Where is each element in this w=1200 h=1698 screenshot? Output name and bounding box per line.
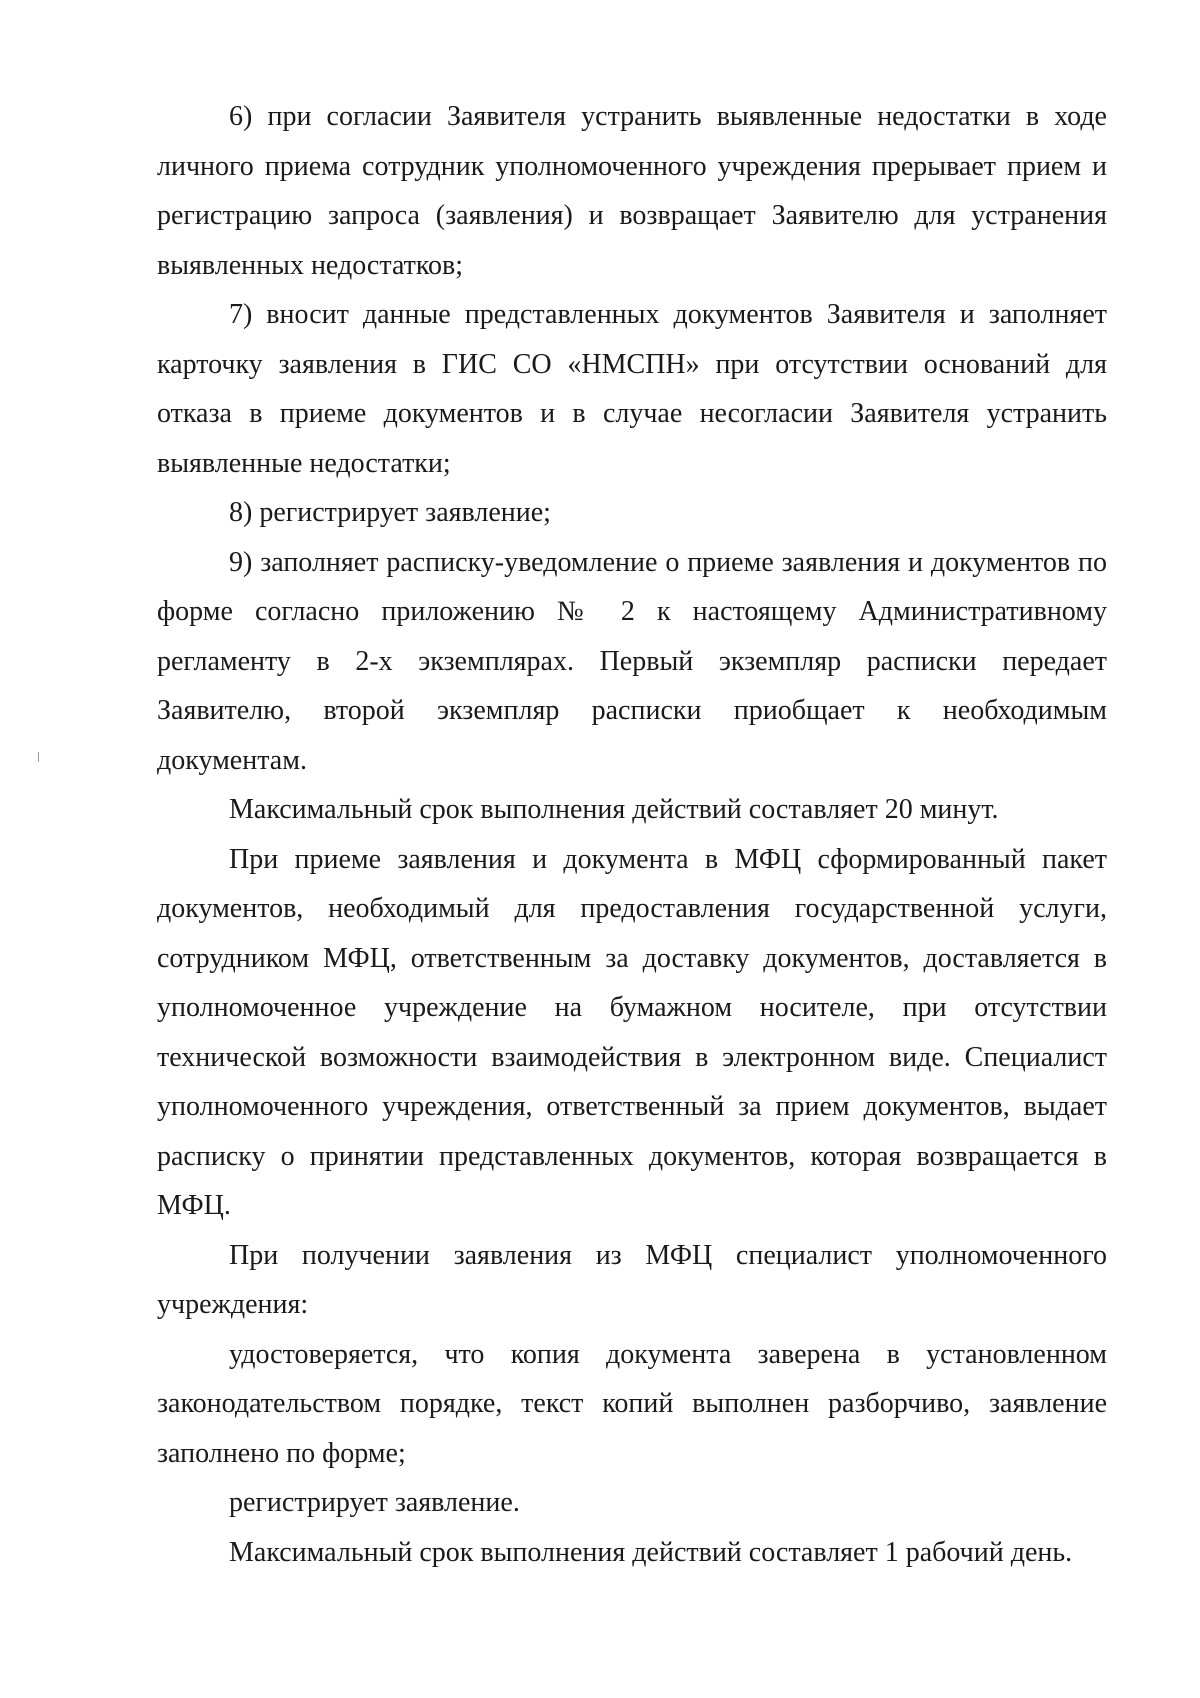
- paragraph-item-7: 7) вносит данные представленных документов Заявителя и заполняет карточку заявления в ГИС СО «НМСПН» при отсутствии оснований для отказа в приеме документов и в случае несогласии Заявителя устранить выявленные недостатки;: [157, 299, 1107, 479]
- paragraph-time-limit-20-min: Максимальный срок выполнения действий составляет 20 минут.: [229, 794, 999, 825]
- paragraph-item-6: 6) при согласии Заявителя устранить выявленные недостатки в ходе личного приема сотрудник уполномоченного учреждения прерывает прием и регистрацию запроса (заявления) и возвращает Заявителю для устранения выявленных недостатков;: [157, 101, 1107, 281]
- paragraph-verification: удостоверяется, что копия документа заверена в установленном законодательством порядке, текст копий выполнен разборчиво, заявление заполнено по форме;: [157, 1338, 1107, 1469]
- paragraph-registration: регистрирует заявление.: [229, 1487, 520, 1518]
- document-body: [157, 92, 1107, 1577]
- scan-margin-mark: [38, 752, 39, 762]
- paragraph-mfc-receipt: При получении заявления из МФЦ специалист уполномоченного учреждения:: [157, 1239, 1107, 1320]
- paragraph-item-8: 8) регистрирует заявление;: [229, 497, 551, 528]
- paragraph-time-limit-1-day: Максимальный срок выполнения действий составляет 1 рабочий день.: [229, 1536, 1073, 1568]
- paragraph-item-9: 9) заполняет расписку-уведомление о приеме заявления и документов по форме согласно приложению № 2 к настоящему Административному регламенту в 2-х экземплярах. Первый экземпляр расписки передает Заявителю, второй экземпляр расписки приобщает к необходимым документам.: [157, 546, 1107, 776]
- paragraph-mfc-intake: При приеме заявления и документа в МФЦ сформированный пакет документов, необходимый для предоставления государственной услуги, сотрудником МФЦ, ответственным за доставку документов, доставляется в уполномоченное учреждение на бумажном носителе, при отсутствии технической возможности взаимодействия в электронном виде. Специалист уполномоченного учреждения, ответственный за прием документов, выдает расписку о принятии представленных документов, которая возвращается в МФЦ.: [157, 843, 1107, 1221]
